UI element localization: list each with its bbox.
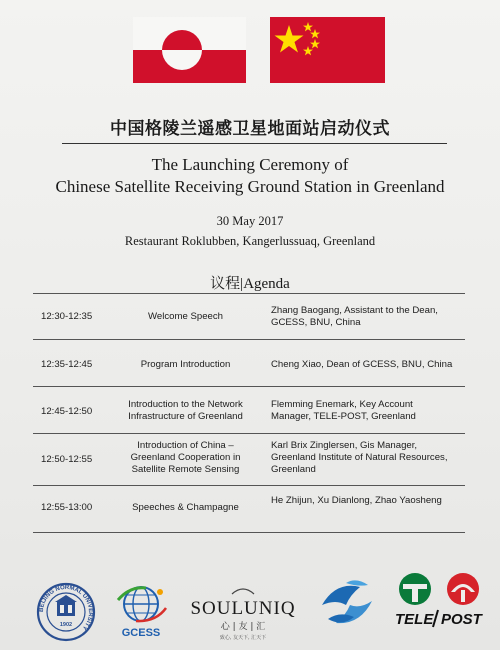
- agenda-speaker: [271, 305, 466, 329]
- agenda-time: 12:55-13:00: [41, 502, 93, 513]
- agenda-speaker: [271, 440, 466, 476]
- agenda-time: 12:45-12:50: [41, 406, 93, 417]
- svg-text:BEIJING NORMAL UNIVERSITY: BEIJING NORMAL UNIVERSITY: [38, 584, 94, 631]
- svg-text:POST: POST: [441, 611, 482, 628]
- agenda-heading-en: Agenda: [243, 276, 290, 292]
- title-english-line2: Chinese Satellite Receiving Ground Station in Greenland: [55, 177, 445, 196]
- title-divider: [62, 143, 447, 144]
- agenda-speaker-line: Zhang Baogang, Assistant to the Dean,: [271, 305, 438, 316]
- svg-text:致心, 友天下, 汇天下: 致心, 友天下, 汇天下: [219, 635, 267, 641]
- agenda-topic: [118, 502, 253, 514]
- agenda-row: [33, 433, 465, 486]
- agenda-speaker-line: Flemming Enemark, Key Account: [271, 399, 413, 410]
- svg-text:SOULUNIQ: SOULUNIQ: [190, 598, 296, 619]
- agenda-speaker: [271, 399, 466, 423]
- agenda-topic-line: Program Introduction: [140, 359, 231, 370]
- greenland-flag: [133, 17, 246, 83]
- china-flag: [270, 17, 385, 83]
- agenda-speaker-line: Cheng Xiao, Dean of GCESS, BNU, China: [271, 359, 453, 370]
- svg-text:TELE: TELE: [395, 611, 434, 628]
- agenda-speaker-line: He Zhijun, Xu Dianlong, Zhao Yaosheng: [271, 495, 442, 506]
- svg-text:心 | 友 | 汇: 心 | 友 | 汇: [220, 622, 266, 632]
- agenda-heading: [0, 272, 500, 293]
- agenda-topic: [118, 399, 253, 423]
- agenda-row: [33, 339, 465, 387]
- svg-text:GCESS: GCESS: [121, 627, 161, 639]
- agenda-speaker: [271, 359, 466, 371]
- agenda-row: [33, 386, 465, 434]
- agenda-topic: [118, 440, 253, 476]
- agenda-heading-separator: |: [240, 276, 244, 292]
- agenda-speaker: [271, 495, 466, 507]
- gcess-logo: [110, 580, 172, 642]
- agenda-speaker-line: Greenland: [271, 464, 316, 475]
- agenda-topic-line: Introduction to the Network: [128, 399, 243, 410]
- agenda-speaker-line: Greenland Institute of Natural Resources,: [271, 452, 448, 463]
- souluniq-logo: [182, 586, 304, 642]
- title-chinese: 中国格陵兰遥感卫星地面站启动仪式: [110, 119, 390, 139]
- agenda-topic: [118, 311, 253, 323]
- event-date: 30 May 2017: [216, 214, 284, 228]
- agenda-time: 12:50-12:55: [41, 454, 93, 465]
- bnu-seal-logo: [36, 582, 96, 642]
- agenda-topic-line: Speeches & Champagne: [132, 502, 239, 513]
- agenda-topic-line: Satellite Remote Sensing: [131, 464, 240, 475]
- agenda-heading-cn: 议程: [210, 274, 241, 292]
- agenda-time: 12:30-12:35: [41, 311, 93, 322]
- fish-emblem-logo: [316, 575, 378, 637]
- agenda-time: 12:35-12:45: [41, 359, 93, 370]
- agenda-topic-line: Welcome Speech: [147, 311, 223, 322]
- agenda-topic-line: Introduction of China –: [137, 440, 234, 451]
- agenda-topic: [118, 359, 253, 371]
- agenda-row: [33, 485, 465, 533]
- agenda-topic-line: Infrastructure of Greenland: [128, 411, 243, 422]
- agenda-row: [33, 293, 465, 340]
- title-english-line1: The Launching Ceremony of: [151, 155, 349, 174]
- agenda-speaker-line: Karl Brix Zinglersen, Gis Manager,: [271, 440, 418, 451]
- agenda-speaker-line: GCESS, BNU, China: [271, 317, 361, 328]
- agenda-topic-line: Greenland Cooperation in: [130, 452, 241, 463]
- agenda-speaker-line: Manager, TELE-POST, Greenland: [271, 411, 416, 422]
- tele-post-logo: [393, 572, 493, 630]
- event-venue: Restaurant Roklubben, Kangerlussuaq, Greenland: [124, 234, 376, 248]
- svg-text:1902: 1902: [59, 622, 73, 628]
